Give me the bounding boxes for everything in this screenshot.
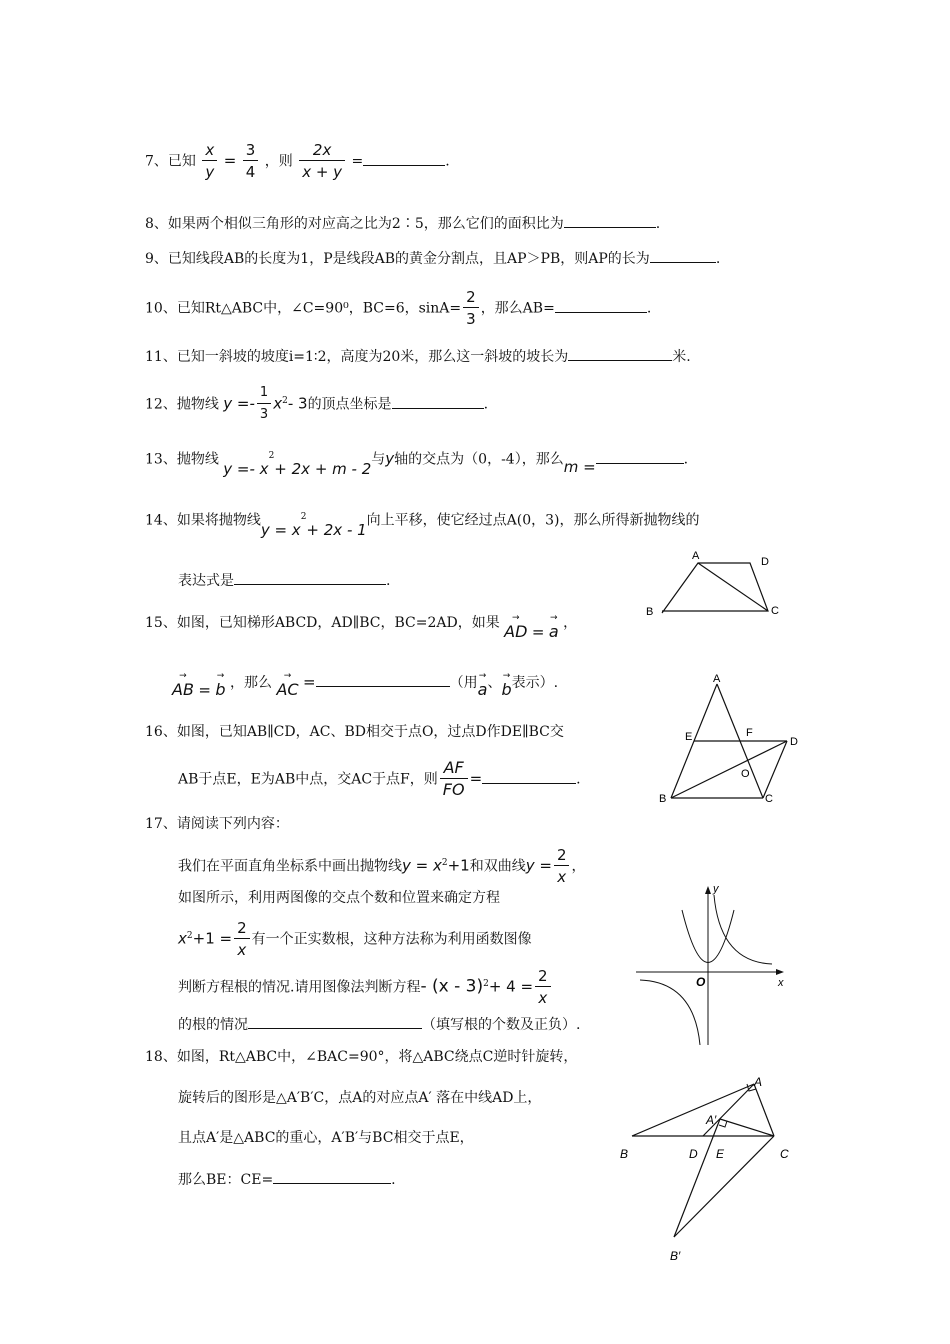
label-B: B [646,606,654,618]
label-A: A [692,550,700,562]
question-15: 15、如图，已知梯形ABCD，AD∥BC，BC=2AD，如果 → AD = → a ， [145,612,577,633]
question-15-line2: → AB = → b ，那么 → AC = （用→ a、→ b表示）. [172,672,558,693]
label-O: O [696,975,706,989]
question-17-line4: $x^2+1$ = $\frac{2}{x}$ 有一个正实数根，这种方法称为利用函数图像 [178,919,532,959]
question-18-line3: 且点A′是△ABC的重心，A′B′与BC相交于点E， [178,1130,474,1146]
vector-b-ref: → b [501,680,511,700]
question-17-line5: 判断方程根的情况.请用图像法判断方程- (x - 3)$^2$+ 4 = $\frac{2}{x}$ [178,966,553,1009]
question-8: 8、如果两个相似三角形的对应高之比为2∶5，那么它们的面积比为 . [145,213,660,234]
question-17-line3: 如图所示，利用两图像的交点个数和位置来确定方程 [178,890,500,906]
label-D: D [689,1147,698,1161]
label-B: B [620,1147,629,1161]
answer-blank-14[interactable] [234,570,386,585]
answer-blank-15[interactable] [316,672,450,687]
label-D: D [761,556,769,568]
label-C: C [771,605,779,617]
fraction-3-over-4: $\frac{3}{4}$ [243,140,259,183]
fraction-x-over-y: $\frac{x}{y}$ [202,140,217,183]
answer-blank-12[interactable] [392,394,484,409]
vector-AB: → AB [172,680,194,700]
vector-a: → a [549,622,559,642]
question-9: 9、已知线段AB的长度为1，P是线段AB的黄金分割点，且AP＞PB，则AP的长为 . [145,248,720,269]
label-x: x [778,977,784,989]
question-11: 11、已知一斜坡的坡度i=1∶2，高度为20米，那么这一斜坡的坡长为 米. [145,346,691,367]
answer-blank-11[interactable] [568,346,672,361]
answer-blank-18[interactable] [273,1169,391,1184]
label-E: E [716,1147,725,1161]
label-A: A [713,673,721,685]
answer-blank-9[interactable] [650,248,716,263]
label-E: E [685,731,693,743]
fraction-2-over-x: $\frac{2}{x}$ [554,845,570,888]
label-F: F [746,727,753,739]
label-B: B [659,793,667,805]
answer-blank-17[interactable] [248,1014,422,1029]
question-14: 14、如果将抛物线$y = x^2+ 2x - 1$向上平移，使它经过点A(0，3)，那么所得新抛物线的 [145,512,700,539]
question-17-line6: 的根的情况 （填写根的个数及正负）. [178,1014,580,1035]
vector-AD: → AD [504,622,527,642]
figure-trapezoid [640,548,790,620]
answer-blank-13[interactable] [596,449,684,464]
question-14-line2: 表达式是 . [178,570,390,591]
answer-blank-8[interactable] [564,213,656,228]
question-16: 16、如图，已知AB∥CD，AC、BD相交于点O，过点D作DE∥BC交 [145,724,564,740]
vector-b: → b [215,680,225,700]
answer-blank-10[interactable] [555,298,647,313]
question-10: 10、已知Rt△ABC中，∠C=90⁰，BC=6，sinA= $\frac{2}{3}$ ，那么AB= . [145,288,652,328]
label-B-prime: B′ [670,1249,681,1263]
vector-a-ref: → a [478,680,488,700]
fraction-2-over-x-2: $\frac{2}{x}$ [234,918,250,961]
question-17: 17、请阅读下列内容： [145,816,289,832]
fraction-2-over-x-3: $\frac{2}{x}$ [535,966,551,1009]
fraction-AF-over-FO: $\frac{AF}{FO}$ [440,758,468,801]
answer-blank-7[interactable] [363,151,445,166]
question-17-line2: 我们在平面直角坐标系中画出抛物线$y = x^2+1$和双曲线y = $\frac{2}{x}$ ， [178,846,586,886]
label-A-prime: A′ [706,1113,717,1127]
vector-AC: → AC [276,680,298,700]
question-18: 18、如图，Rt△ABC中，∠BAC=90°，将△ABC绕点C逆时针旋转， [145,1049,578,1065]
label-C: C [765,793,773,805]
question-18-line2: 旋转后的图形是△A′B′C，点A的对应点A′ 落在中线AD上， [178,1090,542,1106]
question-18-line4: 那么BE：CE= . [178,1169,396,1190]
question-7: 7、已知 $\frac{x}{y}$ = $\frac{3}{4}$ ，则 $\frac{2x}{x + y}$ = . [145,141,450,181]
label-O: O [741,768,750,780]
figure-function-graph [632,880,792,1048]
fraction-2-over-3: $\frac{2}{3}$ [463,287,479,330]
label-C: C [780,1147,789,1161]
fraction-2x-over-x-plus-y: $\frac{2x}{x + y}$ [299,140,345,183]
question-12: 12、抛物线 y =- $\frac{1}{3}$ $x^2-$ 3的顶点坐标是 . [145,383,488,426]
label-A: A [754,1075,763,1089]
answer-blank-16[interactable] [482,769,576,784]
question-13: 13、抛物线 $y =- x^2+ 2x + m - 2$与y轴的交点为（0，-4），那么m = . [145,449,689,478]
label-y: y [713,883,719,895]
question-16-line2: AB于点E，E为AB中点，交AC于点F，则 $\frac{AF}{FO}$ = . [178,758,581,799]
label-D: D [790,736,798,748]
figure-parallel-lines [655,672,810,807]
figure-rotation [612,1072,802,1272]
fraction-1-over-3: $\frac{1}{3}$ [257,383,271,426]
